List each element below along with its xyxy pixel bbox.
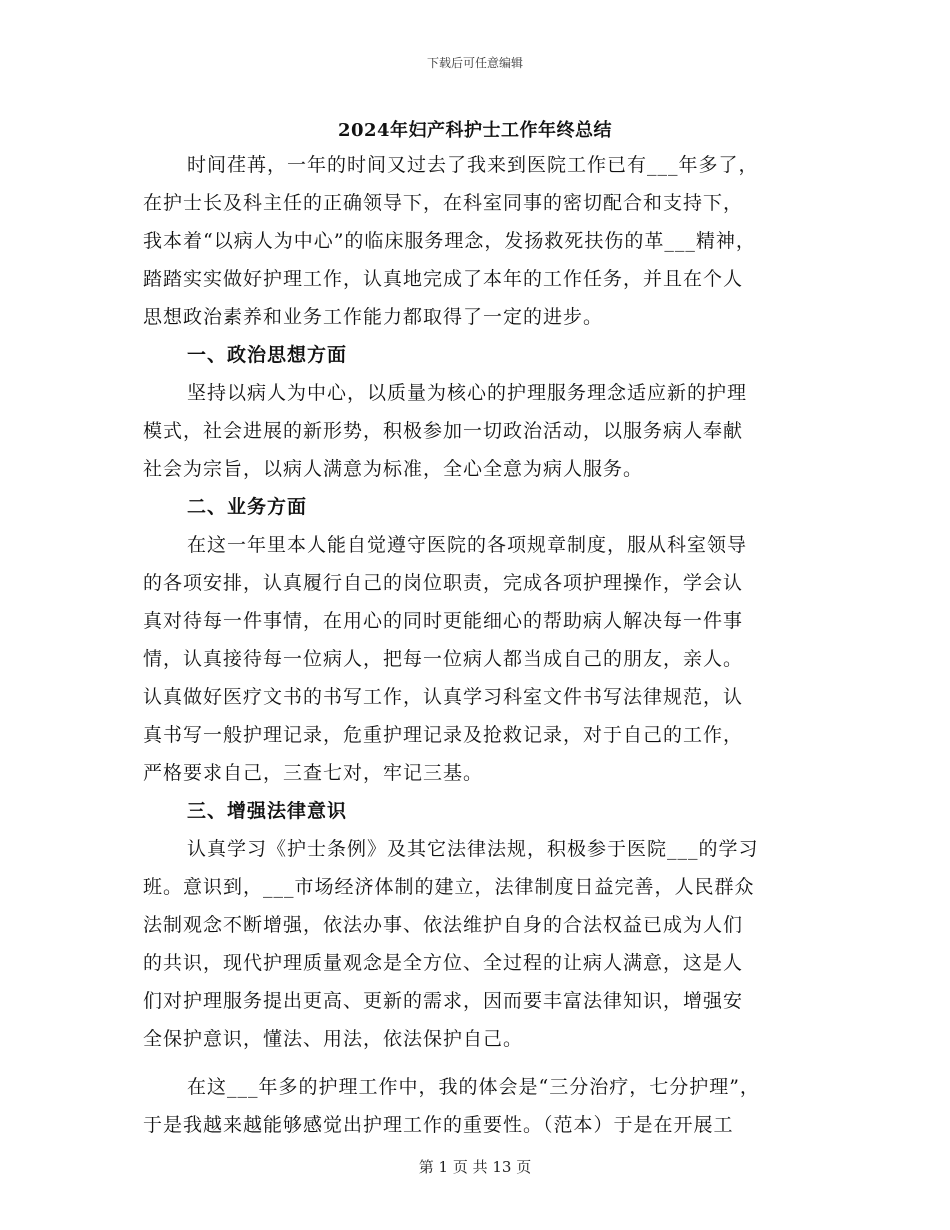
paragraph-line: 班。意识到，___市场经济体制的建立，法律制度日益完善，人民群众	[143, 876, 755, 898]
paragraph-line: 法制观念不断增强，依法办事、依法维护自身的合法权益已成为人们	[143, 914, 744, 936]
paragraph-line: 在这一年里本人能自觉遵守医院的各项规章制度，服从科室领导	[187, 534, 748, 556]
section-heading-politics: 一、政治思想方面	[187, 344, 348, 366]
section-heading-business: 二、业务方面	[187, 496, 308, 518]
document-title: 2024年妇产科护士工作年终总结	[337, 120, 613, 141]
paragraph-line: 于是我越来越能够感觉出护理工作的重要性。（范本）于是在开展工	[143, 1114, 734, 1136]
paragraph-line: 在这___年多的护理工作中，我的体会是“三分治疗，七分护理”，	[187, 1076, 760, 1098]
paragraph-line: 全保护意识，懂法、用法，依法保护自己。	[143, 1028, 524, 1050]
paragraph-line: 真对待每一件事情，在用心的同时更能细心的帮助病人解决每一件事	[143, 610, 744, 632]
paragraph-line: 在护士长及科主任的正确领导下，在科室同事的密切配合和支持下，	[143, 192, 744, 214]
paragraph-line: 坚持以病人为中心，以质量为核心的护理服务理念适应新的护理	[187, 382, 748, 404]
paragraph-line: 时间荏苒，一年的时间又过去了我来到医院工作已有___年多了，	[187, 154, 759, 176]
paragraph-line: 模式，社会进展的新形势，积极参加一切政治活动，以服务病人奉献	[143, 420, 744, 442]
paragraph-gap	[143, 1058, 811, 1068]
paragraph-line: 的共识，现代护理质量观念是全方位、全过程的让病人满意，这是人	[143, 952, 744, 974]
paragraph-line: 们对护理服务提出更高、更新的需求，因而要丰富法律知识，增强安	[143, 990, 744, 1012]
paragraph-line: 严格要求自己，三查七对，牢记三基。	[143, 762, 484, 784]
paragraph-line: 认真做好医疗文书的书写工作，认真学习科室文件书写法律规范，认	[143, 686, 744, 708]
paragraph-line: 真书写一般护理记录，危重护理记录及抢救记录，对于自己的工作，	[143, 724, 744, 746]
section-heading-law: 三、增强法律意识	[187, 800, 348, 822]
header-note: 下载后可任意编辑	[426, 56, 523, 70]
paragraph-line: 认真学习《护士条例》及其它法律法规，积极参于医院___的学习	[187, 838, 759, 860]
paragraph-line: 社会为宗旨，以病人满意为标准，全心全意为病人服务。	[143, 458, 644, 480]
document-body	[143, 146, 811, 1144]
paragraph-line: 的各项安排，认真履行自己的岗位职责，完成各项护理操作，学会认	[143, 572, 744, 594]
page-number: 第 1 页 共 13 页	[418, 1158, 532, 1176]
paragraph-line: 踏踏实实做好护理工作，认真地完成了本年的工作任务，并且在个人	[143, 268, 744, 290]
paragraph-line: 思想政治素养和业务工作能力都取得了一定的进步。	[143, 306, 604, 328]
paragraph-line: 我本着“以病人为中心”的临床服务理念，发扬救死扶伤的革___精神，	[143, 230, 756, 252]
paragraph-line: 情，认真接待每一位病人，把每一位病人都当成自己的朋友，亲人。	[143, 648, 744, 670]
